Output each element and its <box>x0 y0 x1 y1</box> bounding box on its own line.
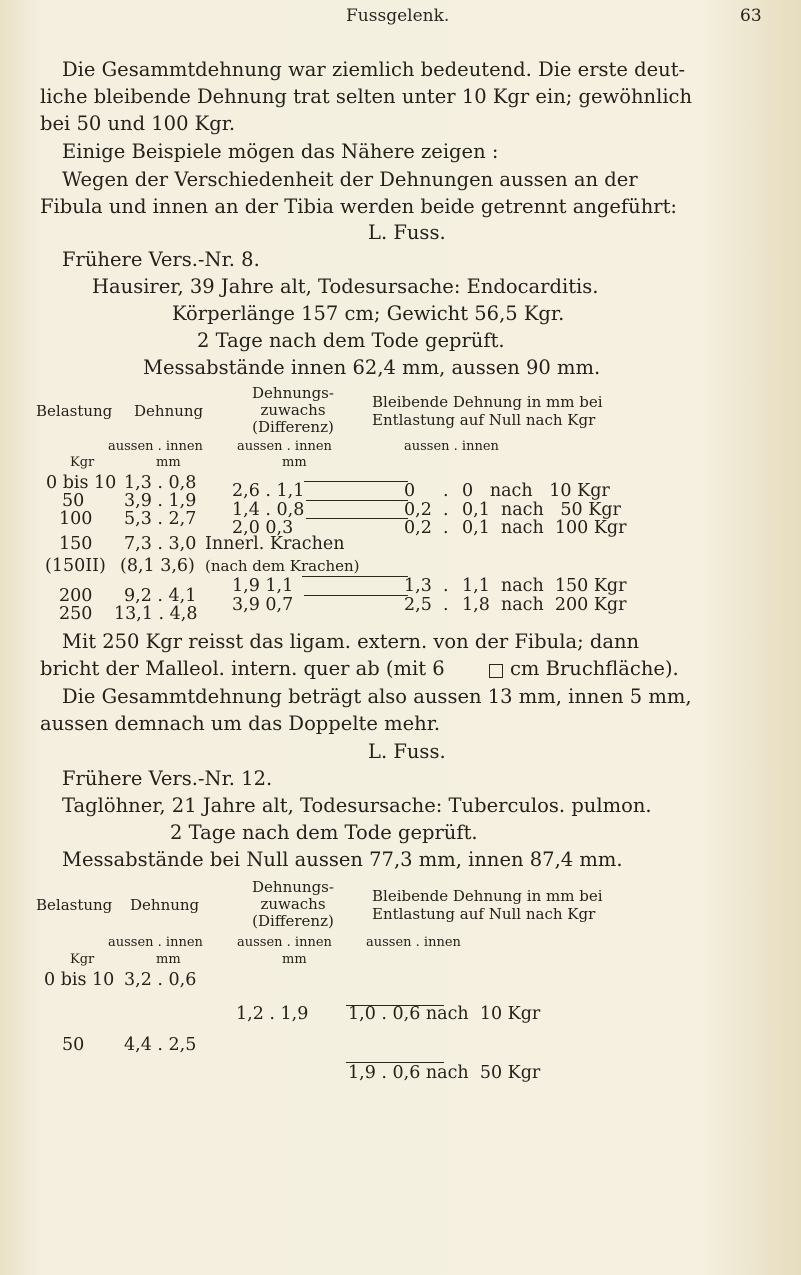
zuwachs-1: 2,6 . 1,1 <box>232 481 305 501</box>
dehn-row-1: 1,3 . 0,8 <box>124 473 197 493</box>
c2-unit-mm-2: mm <box>282 952 307 967</box>
dehn-row-7: 13,1 . 4,8 <box>114 604 198 624</box>
case1-person: Hausirer, 39 Jahre alt, Todesursache: Endocarditis. <box>92 275 599 298</box>
connector-line-5 <box>304 595 408 596</box>
c2-col-zuwachs-1: Dehnungs- <box>252 878 334 896</box>
mid-line-2a: bricht der Malleol. intern. quer ab (mit 6 <box>40 657 445 680</box>
page-number: 63 <box>740 6 762 26</box>
nach-krachen: (nach dem Krachen) <box>205 557 360 575</box>
case2-title: L. Fuss. <box>368 740 446 763</box>
col-dehnung: Dehnung <box>134 402 204 420</box>
bleib-rest-1: 0 nach 10 Kgr <box>462 481 610 501</box>
case1-measure: Messabstände innen 62,4 mm, aussen 90 mm. <box>143 356 601 379</box>
c2-sub-zuwachs: aussen . innen <box>237 935 332 950</box>
bleib-dot-2: . <box>443 500 449 520</box>
c2-col-bleibend-1: Bleibende Dehnung in mm bei <box>372 887 603 905</box>
c2-load-row-1: 0 bis 10 <box>44 970 115 990</box>
innerl-krachen: Innerl. Krachen <box>205 534 345 554</box>
mid-line-4: aussen demnach um das Doppelte mehr. <box>40 712 441 735</box>
c2-unit-mm-1: mm <box>156 952 181 967</box>
mid-line-2b: cm Bruchfläche). <box>510 657 679 680</box>
col-zuwachs-1: Dehnungs- <box>252 384 334 402</box>
intro-line-6: Fibula und innen an der Tibia werden beide getrennt angeführt: <box>40 195 677 218</box>
bleib-dot-1: . <box>443 481 449 501</box>
bleib-rest-4: 1,1 nach 150 Kgr <box>462 576 627 596</box>
square-symbol <box>489 664 503 678</box>
load-row-1: 0 bis 10 <box>46 473 117 493</box>
bleib-dot-5: . <box>443 595 449 615</box>
col-bleibend-2: Entlastung auf Null nach Kgr <box>372 411 596 429</box>
connector-line-1 <box>304 481 408 482</box>
bleib-dot-4: . <box>443 576 449 596</box>
c2-col-zuwachs-3: (Differenz) <box>252 912 334 930</box>
bleib-rest-2: 0,1 nach 50 Kgr <box>462 500 621 520</box>
connector-line-3 <box>306 518 408 519</box>
c2-dehn-row-2: 4,4 . 2,5 <box>124 1035 197 1055</box>
case1-body: Körperlänge 157 cm; Gewicht 56,5 Kgr. <box>172 302 565 325</box>
c2-load-row-2: 50 <box>62 1035 85 1055</box>
c2-unit-kgr: Kgr <box>70 952 95 967</box>
bleib-aussen-5: 2,5 <box>404 595 432 615</box>
intro-line-1: Die Gesammtdehnung war ziemlich bedeutend. Die erste deut- <box>62 58 686 81</box>
load-row-5: (150II) <box>45 556 106 576</box>
c2-col-dehnung: Dehnung <box>130 896 200 914</box>
bleib-dot-3: . <box>443 518 449 538</box>
c2-bleib-1: 1,0 . 0,6 nach 10 Kgr <box>348 1004 541 1024</box>
c2-sub-dehnung: aussen . innen <box>108 935 203 950</box>
col-zuwachs-2: zuwachs <box>260 401 326 419</box>
load-row-3: 100 <box>59 509 93 529</box>
connector-line-4 <box>302 576 408 577</box>
intro-line-2: liche bleibende Dehnung trat selten unter 10 Kgr ein; gewöhnlich <box>40 85 693 108</box>
zuwachs-5: 3,9 0,7 <box>232 595 294 615</box>
case1-tested: 2 Tage nach dem Tode geprüft. <box>197 329 505 352</box>
case2-tested: 2 Tage nach dem Tode geprüft. <box>170 821 478 844</box>
col-bleibend-1: Bleibende Dehnung in mm bei <box>372 393 603 411</box>
col-zuwachs-3: (Differenz) <box>252 418 334 436</box>
bleib-aussen-4: 1,3 <box>404 576 432 596</box>
bleib-aussen-2: 0,2 <box>404 500 432 520</box>
bleib-aussen-1: 0 <box>404 481 416 501</box>
unit-kgr: Kgr <box>70 455 95 470</box>
running-header: Fussgelenk. <box>346 6 450 26</box>
intro-line-4: Einige Beispiele mögen das Nähere zeigen : <box>62 140 499 163</box>
col-belastung: Belastung <box>36 402 113 420</box>
dehn-row-5: (8,1 3,6) <box>120 556 195 576</box>
load-row-4: 150 <box>59 534 93 554</box>
unit-mm-2: mm <box>282 455 307 470</box>
case1-vers: Frühere Vers.-Nr. 8. <box>62 248 260 271</box>
dehn-row-2: 3,9 . 1,9 <box>124 491 197 511</box>
dehn-row-4: 7,3 . 3,0 <box>124 534 197 554</box>
zuwachs-4: 1,9 1,1 <box>232 576 294 596</box>
zuwachs-3: 2,0 0,3 <box>232 518 294 538</box>
c2-col-zuwachs-2: zuwachs <box>260 895 326 913</box>
c2-dehn-row-1: 3,2 . 0,6 <box>124 970 197 990</box>
intro-line-3: bei 50 und 100 Kgr. <box>40 112 236 135</box>
case2-vers: Frühere Vers.-Nr. 12. <box>62 767 273 790</box>
bleib-rest-5: 1,8 nach 200 Kgr <box>462 595 627 615</box>
mid-line-1: Mit 250 Kgr reisst das ligam. extern. von der Fibula; dann <box>62 630 640 653</box>
bleib-aussen-3: 0,2 <box>404 518 432 538</box>
unit-mm-1: mm <box>156 455 181 470</box>
mid-line-3: Die Gesammtdehnung beträgt also aussen 13 mm, innen 5 mm, <box>62 685 692 708</box>
c2-zuwachs: 1,2 . 1,9 <box>236 1004 309 1024</box>
c2-col-belastung: Belastung <box>36 896 113 914</box>
case2-person: Taglöhner, 21 Jahre alt, Todesursache: Tuberculos. pulmon. <box>62 794 652 817</box>
zuwachs-2: 1,4 . 0,8 <box>232 500 305 520</box>
intro-line-5: Wegen der Verschiedenheit der Dehnungen aussen an der <box>62 168 638 191</box>
c2-col-bleibend-2: Entlastung auf Null nach Kgr <box>372 905 596 923</box>
sub-zuwachs: aussen . innen <box>237 439 332 454</box>
bleib-rest-3: 0,1 nach 100 Kgr <box>462 518 627 538</box>
load-row-2: 50 <box>62 491 85 511</box>
load-row-7: 250 <box>59 604 93 624</box>
sub-bleibend: aussen . innen <box>404 439 499 454</box>
case1-title: L. Fuss. <box>368 221 446 244</box>
case2-measure: Messabstände bei Null aussen 77,3 mm, innen 87,4 mm. <box>62 848 623 871</box>
c2-bleib-2: 1,9 . 0,6 nach 50 Kgr <box>348 1063 541 1083</box>
load-row-6: 200 <box>59 586 93 606</box>
dehn-row-6: 9,2 . 4,1 <box>124 586 197 606</box>
connector-line-2 <box>306 500 408 501</box>
c2-sub-bleibend: aussen . innen <box>366 935 461 950</box>
dehn-row-3: 5,3 . 2,7 <box>124 509 197 529</box>
sub-dehnung: aussen . innen <box>108 439 203 454</box>
